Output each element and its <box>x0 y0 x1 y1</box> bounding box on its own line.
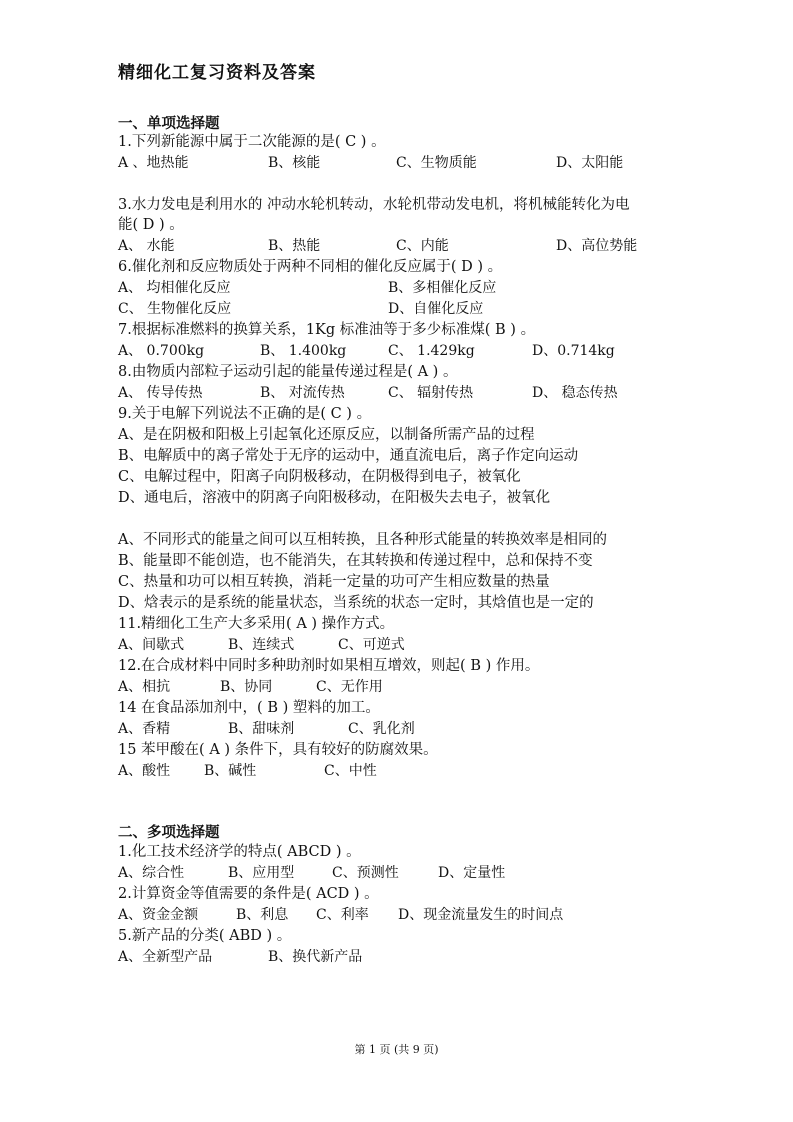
question-8-stem: 8.由物质内部粒子运动引起的能量传递过程是( A ) 。 <box>118 364 458 380</box>
mc-question-2-stem: 2.计算资金等值需要的条件是( ACD ) 。 <box>118 886 379 902</box>
option-c: C、生物质能 <box>396 155 477 171</box>
option-c: C、 1.429kg <box>388 343 475 359</box>
question-3-stem-line1: 3.水力发电是利用水的 冲动水轮机转动，水轮机带动发电机，将机械能转化为电 <box>118 197 630 213</box>
page-footer: 第 1 页 (共 9 页) <box>354 1043 439 1056</box>
option-a: A、 传导传热 <box>118 385 203 401</box>
section-heading-multiple-choice: 二、多项选择题 <box>118 825 220 841</box>
option-a: A、酸性 <box>118 763 171 779</box>
option-b: B、协同 <box>220 679 273 695</box>
option-c: C、无作用 <box>316 679 383 695</box>
option-b: B、应用型 <box>228 865 295 881</box>
option-d: D、0.714kg <box>532 343 615 359</box>
question-10-option-c: C、热量和功可以相互转换，消耗一定量的功可产生相应数量的热量 <box>118 574 550 590</box>
option-a: A 、地热能 <box>118 155 189 171</box>
question-9-stem: 9.关于电解下列说法不正确的是( C ) 。 <box>118 406 372 422</box>
option-c: C、内能 <box>396 238 449 254</box>
question-6-stem: 6.催化剂和反应物质处于两种不同相的催化反应属于( D ) 。 <box>118 259 503 275</box>
option-a: A、综合性 <box>118 865 185 881</box>
option-b: B、利息 <box>236 907 289 923</box>
question-9-option-b: B、电解质中的离子常处于无序的运动中，通直流电后，离子作定向运动 <box>118 448 579 464</box>
mc-question-5-stem: 5.新产品的分类( ABD ) 。 <box>118 928 292 944</box>
question-14-stem: 14 在食品添加剂中，( B ) 塑料的加工。 <box>118 700 380 716</box>
option-a: A、 水能 <box>118 238 175 254</box>
option-a: A、资金金额 <box>118 907 199 923</box>
question-3-stem-line2: 能( D ) 。 <box>118 217 184 233</box>
question-9-option-a: A、是在阴极和阳极上引起氧化还原反应，以制备所需产品的过程 <box>118 427 535 443</box>
option-b: B、换代新产品 <box>268 949 363 965</box>
option-b: B、连续式 <box>228 637 295 653</box>
option-d: D、太阳能 <box>556 155 624 171</box>
section-heading-single-choice: 一、单项选择题 <box>118 116 220 132</box>
option-a: A、全新型产品 <box>118 949 213 965</box>
option-a: A、 均相催化反应 <box>118 280 231 296</box>
option-a: A、香精 <box>118 721 171 737</box>
option-d: D、定量性 <box>438 865 506 881</box>
option-b: B、碱性 <box>204 763 257 779</box>
option-b: B、甜味剂 <box>228 721 295 737</box>
question-11-stem: 11.精细化工生产大多采用( A ) 操作方式。 <box>118 616 395 632</box>
option-c: C、乳化剂 <box>348 721 415 737</box>
option-d: D、自催化反应 <box>388 301 484 317</box>
option-d: D、高位势能 <box>556 238 638 254</box>
question-10-option-a: A、不同形式的能量之间可以互相转换，且各种形式能量的转换效率是相同的 <box>118 532 607 548</box>
question-9-option-c: C、电解过程中，阳离子向阴极移动，在阴极得到电子，被氧化 <box>118 469 521 485</box>
option-c: C、利率 <box>316 907 369 923</box>
option-c: C、 生物催化反应 <box>118 301 232 317</box>
question-7-stem: 7.根据标准燃料的换算关系，1Kg 标准油等于多少标准煤( B ) 。 <box>118 322 536 338</box>
question-1-stem: 1.下列新能源中属于二次能源的是( C ) 。 <box>118 134 386 150</box>
option-c: C、中性 <box>324 763 377 779</box>
question-9-option-d: D、通电后，溶液中的阴离子向阳极移动，在阳极失去电子，被氧化 <box>118 490 551 506</box>
option-d: D、 稳态传热 <box>532 385 618 401</box>
question-10-option-d: D、焓表示的是系统的能量状态，当系统的状态一定时，其焓值也是一定的 <box>118 595 594 611</box>
option-b: B、核能 <box>268 155 321 171</box>
document-title: 精细化工复习资料及答案 <box>118 63 316 83</box>
option-c: C、预测性 <box>332 865 399 881</box>
question-15-stem: 15 苯甲酸在( A ) 条件下，具有较好的防腐效果。 <box>118 742 438 758</box>
option-b: B、多相催化反应 <box>388 280 497 296</box>
option-d: D、现金流量发生的时间点 <box>398 907 564 923</box>
option-a: A、 0.700kg <box>118 343 205 359</box>
option-a: A、相抗 <box>118 679 171 695</box>
question-12-stem: 12.在合成材料中同时多种助剂时如果相互增效，则起( B ) 作用。 <box>118 658 540 674</box>
mc-question-1-stem: 1.化工技术经济学的特点( ABCD ) 。 <box>118 844 361 860</box>
option-a: A、间歇式 <box>118 637 185 653</box>
option-b: B、热能 <box>268 238 321 254</box>
option-b: B、 1.400kg <box>260 343 347 359</box>
option-c: C、 辐射传热 <box>388 385 474 401</box>
option-b: B、 对流传热 <box>260 385 345 401</box>
option-c: C、可逆式 <box>338 637 405 653</box>
question-10-option-b: B、能量即不能创造，也不能消失，在其转换和传递过程中，总和保持不变 <box>118 553 593 569</box>
